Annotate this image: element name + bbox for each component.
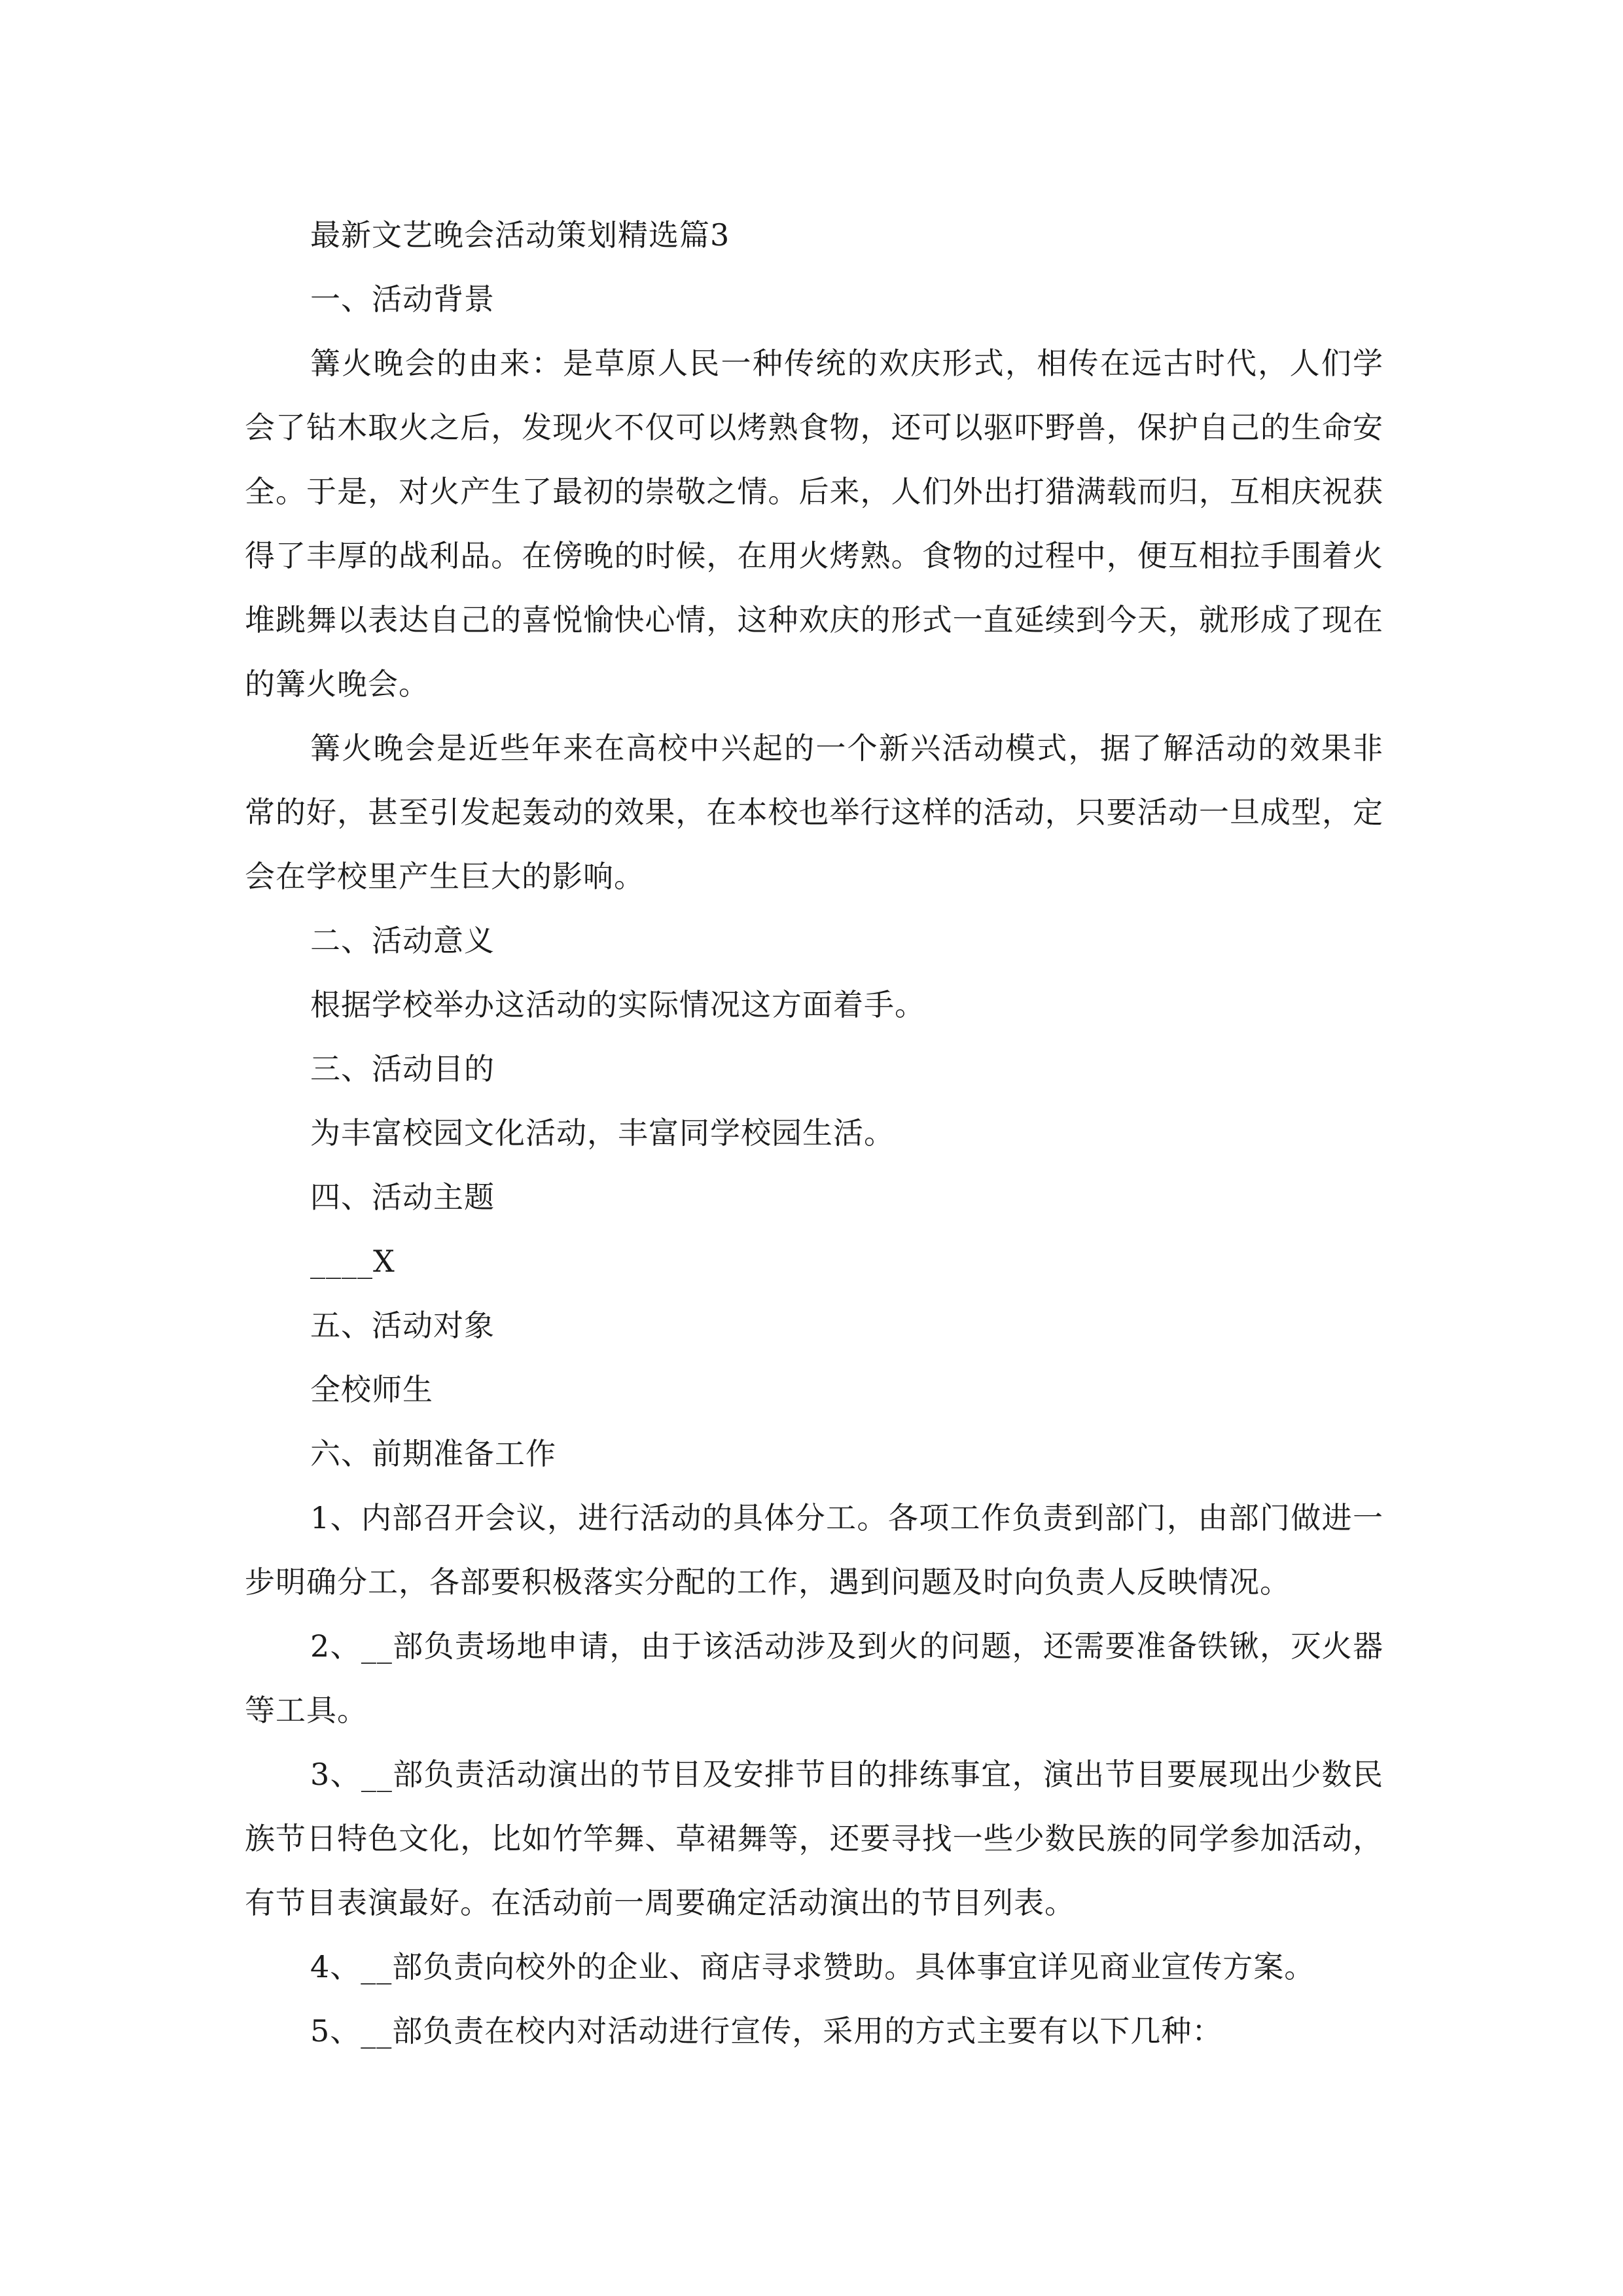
section-heading-theme: 四、活动主题 [310, 1179, 495, 1215]
prep-item-1: 1、内部召开会议，进行活动的具体分工。各项工作负责到部门，由部门做进一步明确分工，各部要积极落实分配的工作，遇到问题及时向负责人反映情况。 [245, 1500, 1383, 1600]
purpose-text: 为丰富校园文化活动，丰富同学校园生活。 [310, 1115, 895, 1151]
theme-text: ____X [310, 1244, 395, 1279]
background-paragraph-1: 篝火晚会的由来：是草原人民一种传统的欢庆形式，相传在远古时代，人们学会了钻木取火之后，发现火不仅可以烤熟食物，还可以驱吓野兽，保护自己的生命安全。于是，对火产生了最初的崇敬之情。后来，人们外出打猎满载而归，互相庆祝获得了丰厚的战利品。在傍晚的时候，在用火烤熟。食物的过程中，便互相拉手围着火堆跳舞以表达自己的喜悦愉快心情，这种欢庆的形式一直延续到今天，就形成了现在的篝火晚会。 [245, 346, 1383, 702]
section-heading-meaning: 二、活动意义 [310, 923, 495, 958]
audience-text: 全校师生 [310, 1372, 433, 1407]
prep-item-5: 5、__部负责在校内对活动进行宣传，采用的方式主要有以下几种： [310, 2013, 1223, 2049]
prep-item-4: 4、__部负责向校外的企业、商店寻求赞助。具体事宜详见商业宣传方案。 [310, 1949, 1315, 1984]
meaning-text: 根据学校举办这活动的实际情况这方面着手。 [310, 987, 925, 1022]
document-body [245, 203, 1383, 2063]
background-paragraph-2: 篝火晚会是近些年来在高校中兴起的一个新兴活动模式，据了解活动的效果非常的好，甚至引发起轰动的效果，在本校也举行这样的活动，只要活动一旦成型，定会在学校里产生巨大的影响。 [245, 730, 1383, 894]
section-heading-purpose: 三、活动目的 [310, 1051, 495, 1086]
section-heading-preparation: 六、前期准备工作 [310, 1436, 556, 1471]
document-title: 最新文艺晚会活动策划精选篇3 [310, 217, 730, 253]
prep-item-3: 3、__部负责活动演出的节目及安排节目的排练事宜，演出节目要展现出少数民族节日特色文化，比如竹竿舞、草裙舞等，还要寻找一些少数民族的同学参加活动，有节目表演最好。在活动前一周要确定活动演出的节目列表。 [245, 1757, 1383, 1920]
prep-item-2: 2、__部负责场地申请，由于该活动涉及到火的问题，还需要准备铁锹，灭火器等工具。 [245, 1628, 1383, 1728]
section-heading-background: 一、活动背景 [310, 281, 495, 317]
section-heading-audience: 五、活动对象 [310, 1308, 495, 1343]
